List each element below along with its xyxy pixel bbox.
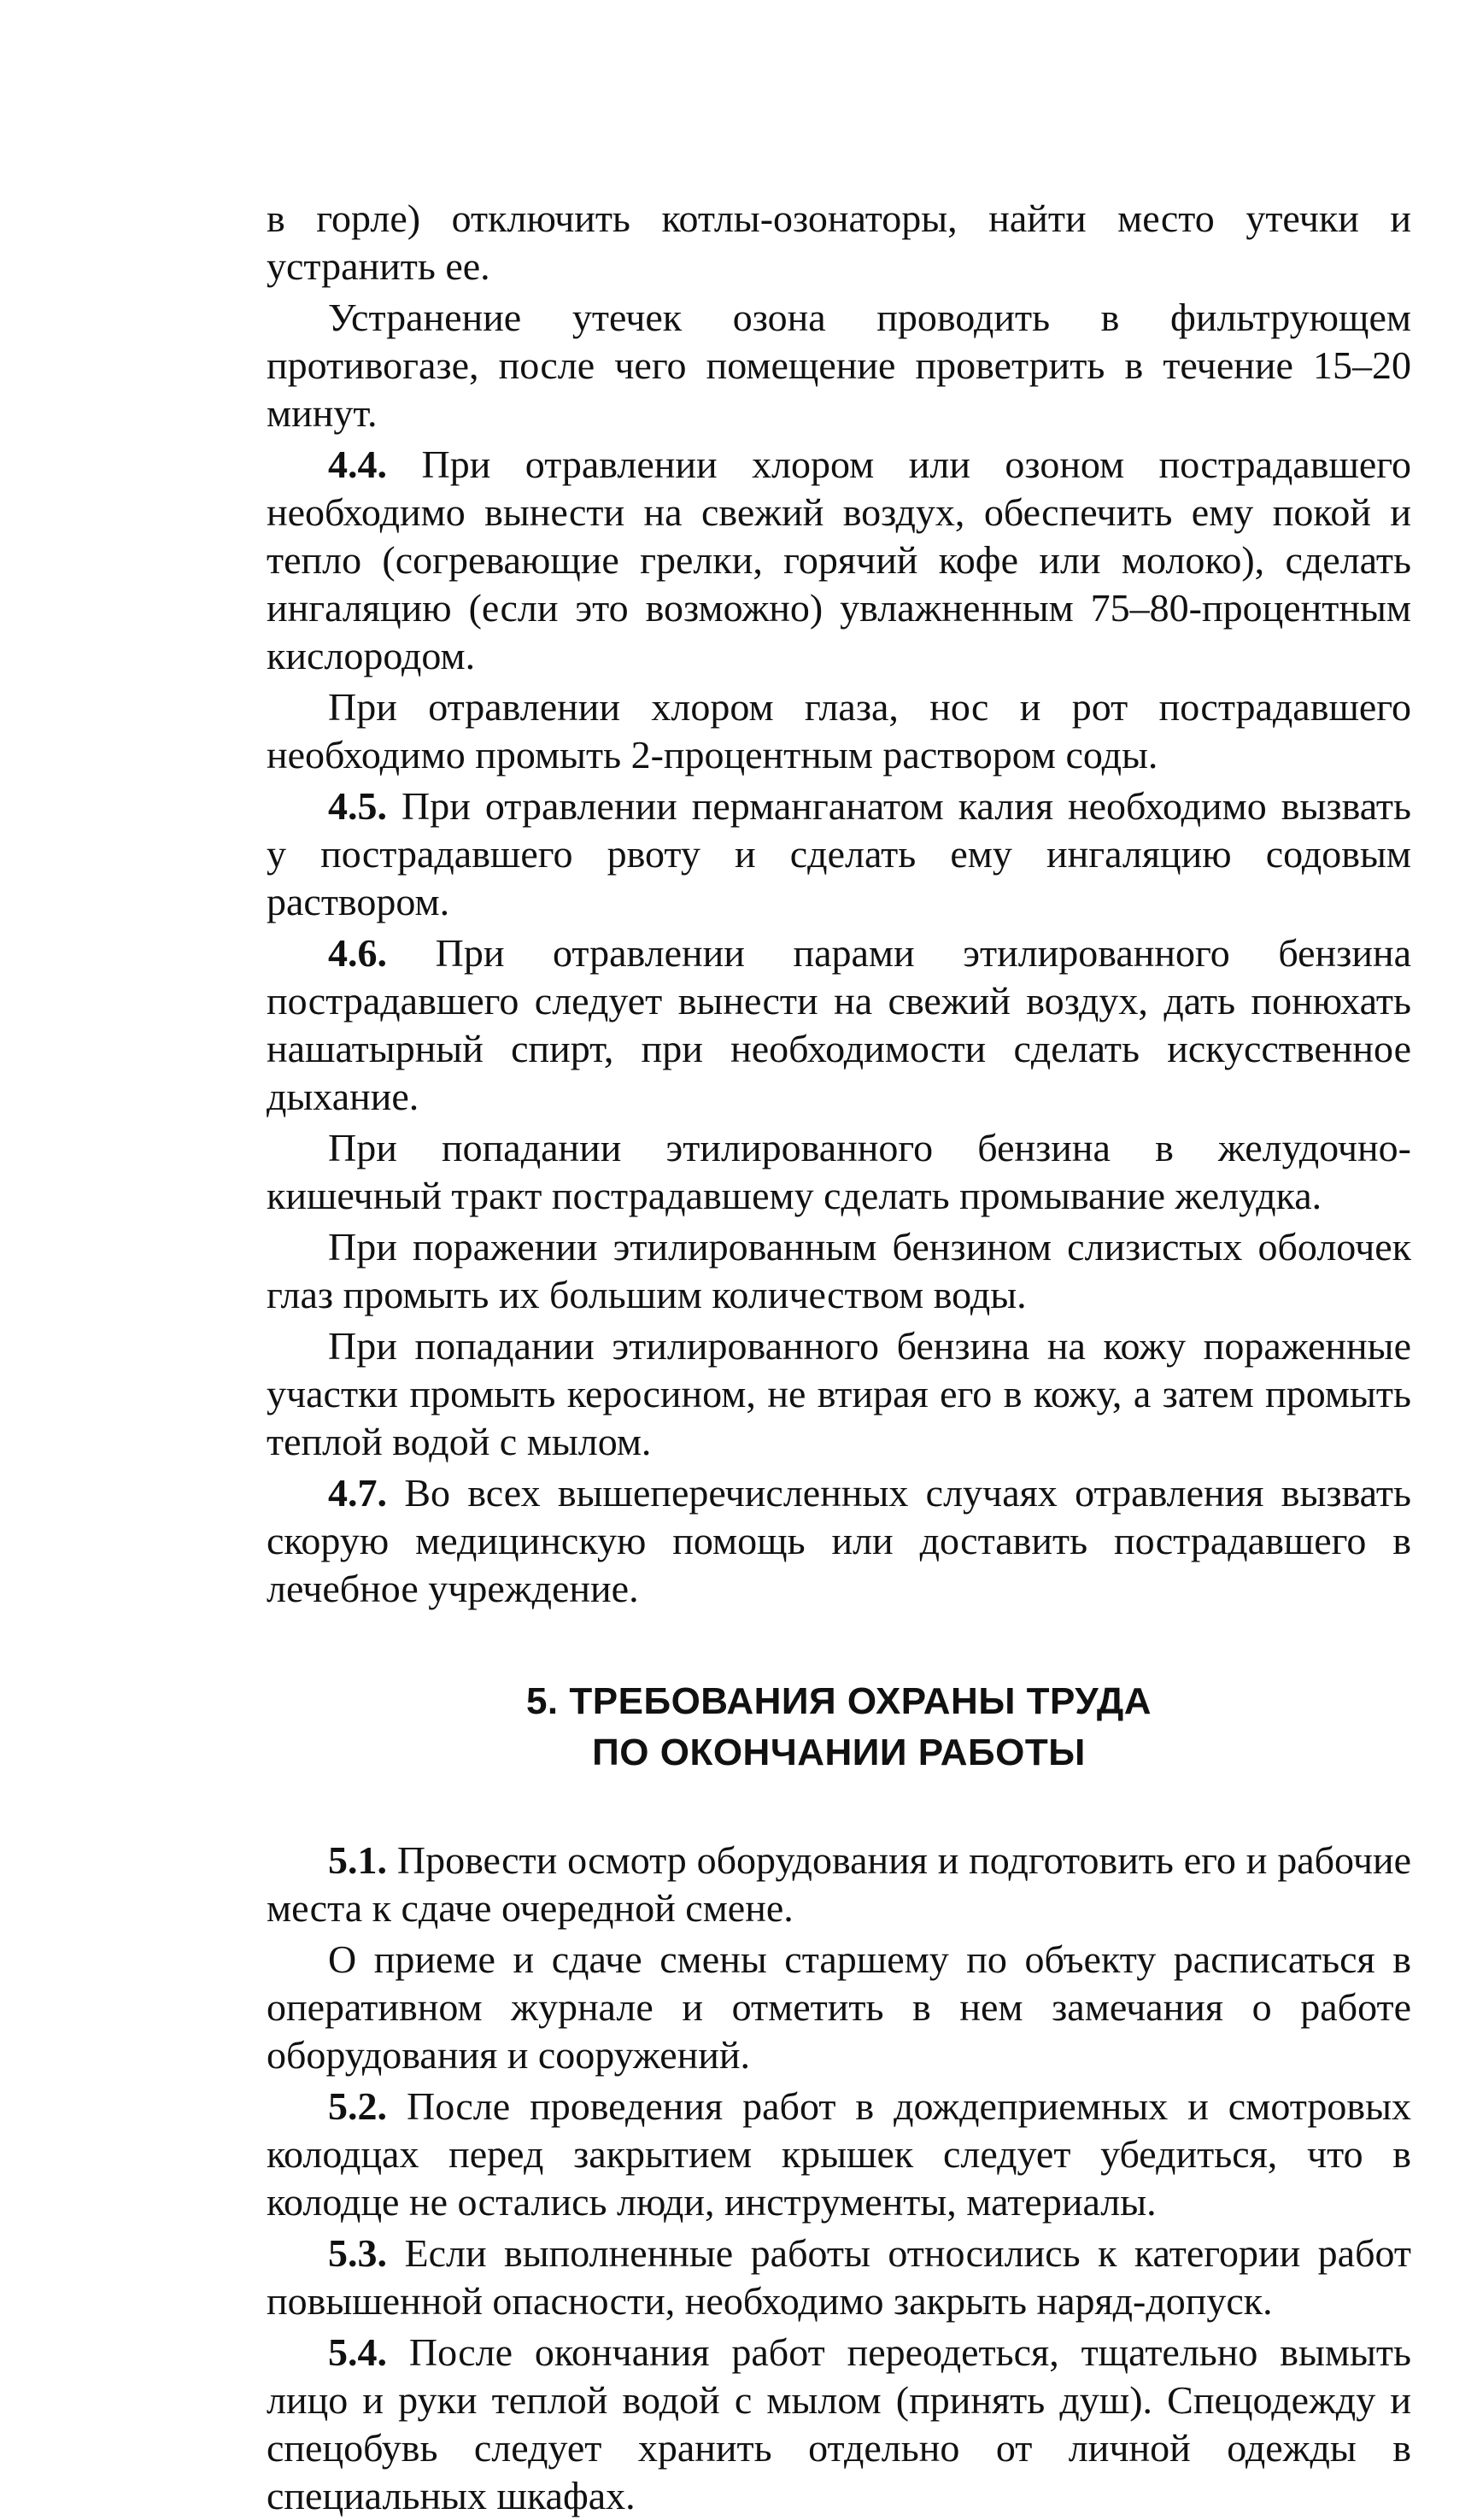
paragraph-4-7 — [267, 1469, 1411, 1613]
section-4-body — [267, 195, 1411, 1613]
paragraph-text: При отравлении парами этилированного бензина пострадавшего следует вынести на свежий воздух, дать понюхать нашатырный спирт, при необходимости сделать искусственное дыхание. — [267, 931, 1411, 1118]
section-5-heading — [267, 1676, 1411, 1779]
paragraph-text: Провести осмотр оборудования и подготовить его и рабочие места к сдаче очередной смене. — [267, 1838, 1412, 1930]
paragraph-text: При поражении этилированным бензином слизистых оболочек глаз промыть их большим количеством воды. — [267, 1225, 1411, 1316]
clause-number: 5.1. — [328, 1838, 387, 1882]
clause-number: 4.5. — [328, 784, 387, 828]
clause-number: 4.7. — [328, 1471, 387, 1515]
section-5-heading-line-2: ПО ОКОНЧАНИИ РАБОТЫ — [592, 1732, 1086, 1773]
paragraph-text: При попадании этилированного бензина на кожу пораженные участки промыть керосином, не втирая его в кожу, а затем промыть теплой водой с мылом. — [267, 1324, 1411, 1463]
clause-number: 5.2. — [328, 2084, 387, 2128]
paragraph-5-2 — [267, 2083, 1411, 2226]
paragraph-text: Во всех вышеперечисленных случаях отравления вызвать скорую медицинскую помощь или доставить пострадавшего в лечебное учреждение. — [267, 1471, 1411, 1610]
clause-number: 5.4. — [328, 2330, 387, 2374]
paragraph-text: Устранение утечек озона проводить в фильтрующем противогазе, после чего помещение проветрить в течение 15–20 минут. — [267, 296, 1411, 435]
paragraph-text: При отравлении хлором глаза, нос и рот пострадавшего необходимо промыть 2-процентным раствором соды. — [267, 685, 1411, 777]
paragraph-5-3 — [267, 2230, 1411, 2325]
section-5-body — [267, 1837, 1411, 2520]
paragraph-text: После проведения работ в дождеприемных и смотровых колодцах перед закрытием крышек следует убедиться, что в колодце не остались люди, инструменты, материалы. — [267, 2084, 1411, 2224]
paragraph-gasoline-skin — [267, 1322, 1411, 1466]
paragraph-text: При попадании этилированного бензина в желудочно-кишечный тракт пострадавшему сделать промывание желудка. — [267, 1126, 1411, 1217]
paragraph-gasoline-stomach — [267, 1124, 1411, 1220]
paragraph-4-6 — [267, 929, 1411, 1121]
paragraph-5-1 — [267, 1837, 1411, 1932]
paragraph-text: При отравлении хлором или озоном пострадавшего необходимо вынести на свежий воздух, обеспечить ему покой и тепло (согревающие грелки, горячий кофе или молоко), сделать ингаляцию (если это возможно) увлажненным 75–80-процентным кислородом. — [267, 442, 1412, 677]
clause-number: 4.6. — [328, 931, 387, 975]
paragraph-4-3-continuation — [267, 195, 1411, 290]
section-5-heading-line-1: 5. ТРЕБОВАНИЯ ОХРАНЫ ТРУДА — [525, 1680, 1152, 1722]
paragraph-ozone-leak — [267, 294, 1411, 437]
paragraph-gasoline-eyes — [267, 1223, 1411, 1319]
paragraph-text: Если выполненные работы относились к категории работ повышенной опасности, необходимо закрыть наряд-допуск. — [267, 2231, 1412, 2323]
document-page — [267, 195, 1412, 2517]
paragraph-shift-handover — [267, 1936, 1411, 2079]
clause-number: 4.4. — [328, 442, 387, 486]
paragraph-4-5 — [267, 782, 1411, 926]
paragraph-4-4 — [267, 441, 1411, 680]
paragraph-text: в горле) отключить котлы-озонаторы, найти место утечки и устранить ее. — [267, 196, 1411, 288]
paragraph-chlorine-eyes — [267, 683, 1411, 779]
paragraph-text: После окончания работ переодеться, тщательно вымыть лицо и руки теплой водой с мылом (принять душ). Спецодежду и спецобувь следует хранить отдельно от личной одежды в специальных шкафах. — [267, 2330, 1411, 2517]
paragraph-text: При отравлении перманганатом калия необходимо вызвать у пострадавшего рвоту и сделать ему ингаляцию содовым раствором. — [267, 784, 1411, 923]
paragraph-5-4 — [267, 2329, 1411, 2520]
paragraph-text: О приеме и сдаче смены старшему по объекту расписаться в оперативном журнале и отметить в нем замечания о работе оборудования и сооружений. — [267, 1937, 1411, 2077]
clause-number: 5.3. — [328, 2231, 387, 2275]
